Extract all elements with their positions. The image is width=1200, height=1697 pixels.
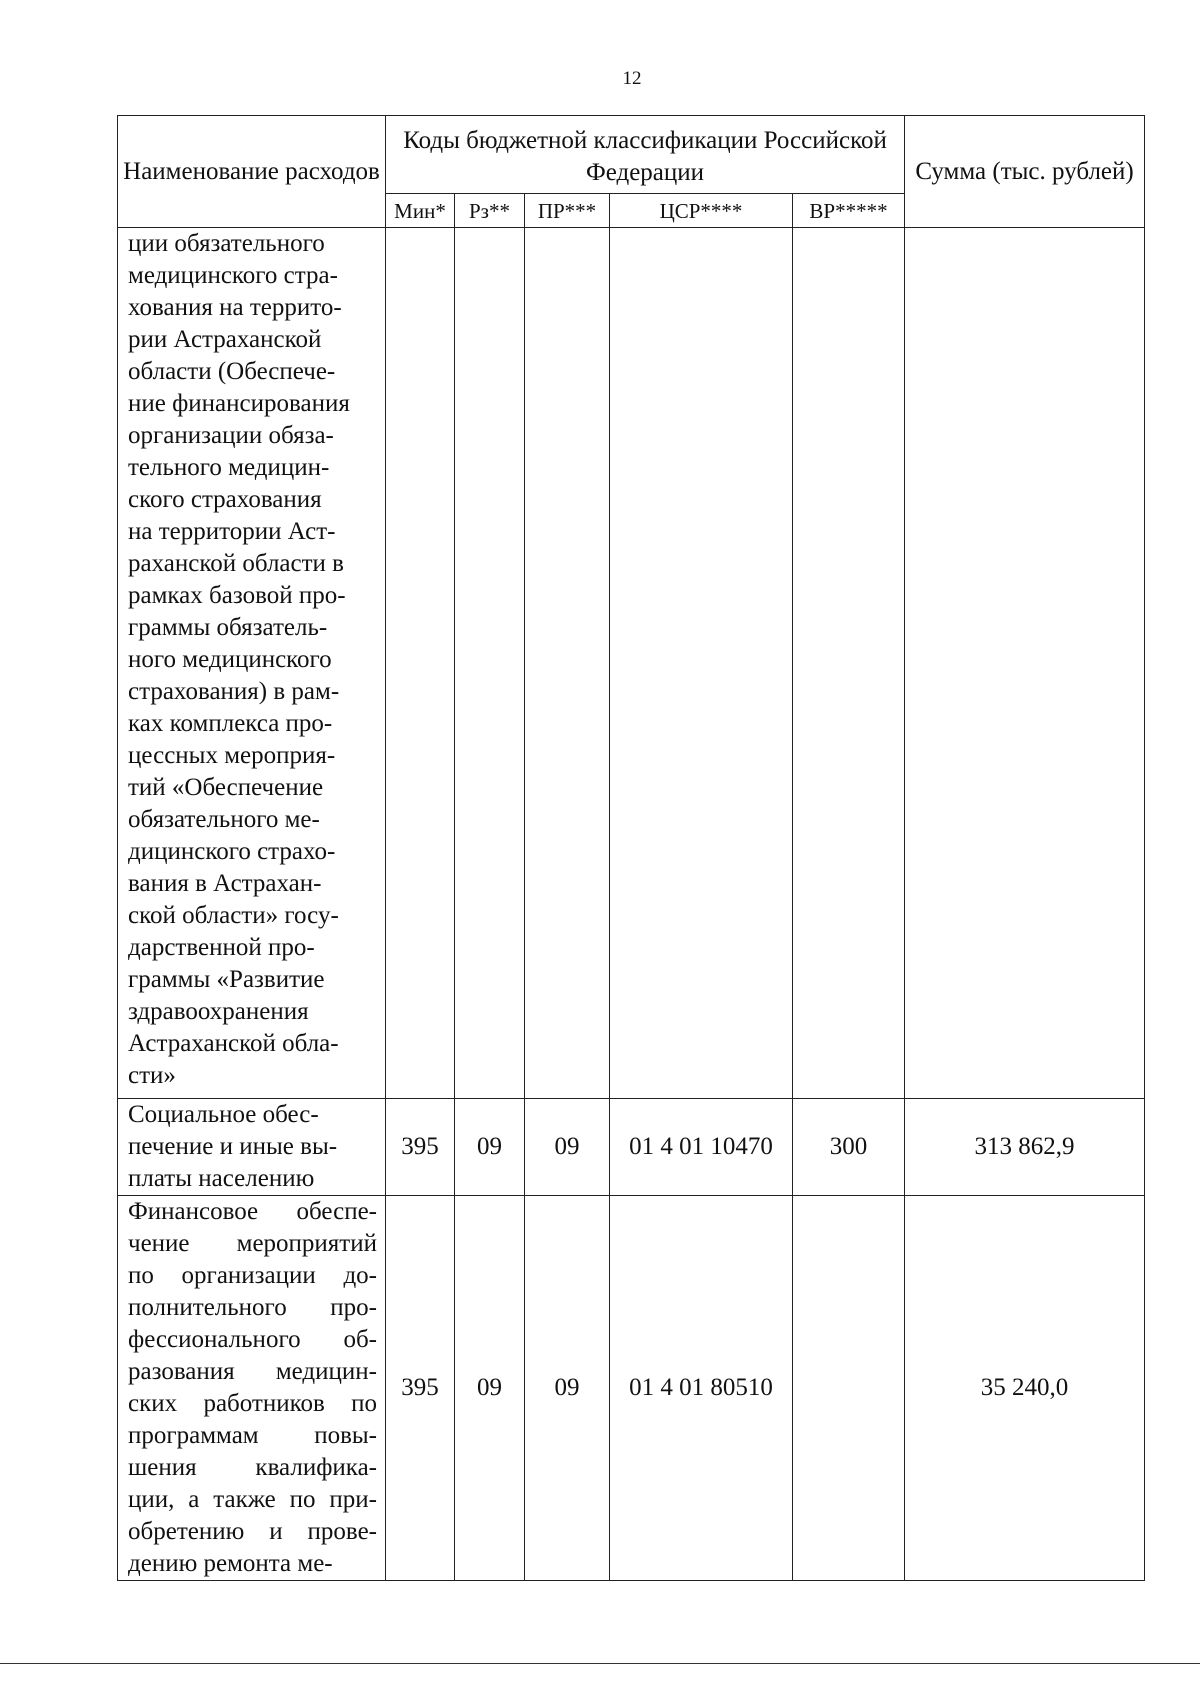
name-line: обязательного ме- [128,806,320,833]
row-sum: 35 240,0 [905,1196,1145,1581]
name-line: шения квалифика- [128,1454,377,1481]
page-bottom-rule [0,1663,1200,1664]
table-row [118,1196,1145,1581]
name-line: страхования) в рам- [128,678,340,705]
header-csr: ЦСР**** [610,194,793,228]
budget-table [117,115,1145,1581]
name-line: ного медицинского [128,646,332,673]
row-pr: 09 [525,1196,610,1581]
page-number: 12 [622,68,642,89]
name-line: рамках базовой про- [128,582,346,609]
row-name-cell [118,228,386,1099]
name-line: дицинского страхо- [128,838,336,865]
name-line: организации обяза- [128,422,334,449]
row-sum [905,228,1145,1099]
row-rz: 09 [455,1196,525,1581]
row-name-lines [128,1196,377,1580]
row-pr [525,228,610,1099]
name-line: ции обязательного [128,230,325,257]
row-sum: 313 862,9 [905,1099,1145,1196]
row-rz [455,228,525,1099]
header-vr: ВР***** [793,194,905,228]
name-line: программам повы- [128,1422,377,1449]
name-line: вания в Астрахан- [128,870,322,897]
name-line: ского страхования [128,486,322,513]
header-pr: ПР*** [525,194,610,228]
name-line: платы населению [128,1165,315,1192]
header-sum-column: Сумма (тыс. рублей) [905,116,1145,228]
row-name-cell [118,1196,386,1581]
name-line: Астраханской обла- [128,1030,339,1057]
name-line: на территории Аст- [128,518,336,545]
name-line: чение мероприятий [128,1230,377,1257]
name-line: хования на террито- [128,294,342,321]
name-line: раханской области в [128,550,344,577]
name-line: рии Астраханской [128,326,322,353]
name-line: ние финансирования [128,390,350,417]
row-rz: 09 [455,1099,525,1196]
name-line: ции, а также по при- [128,1486,377,1513]
name-line: по организации до- [128,1262,377,1289]
name-line: дению ремонта ме- [128,1550,333,1577]
name-line: ских работников по [128,1390,377,1417]
name-line: полнительного про- [128,1294,377,1321]
name-line: разования медицин- [128,1358,377,1385]
row-csr [610,228,793,1099]
header-codes-group: Коды бюджетной классификации Российской Федерации [386,116,905,194]
name-line: печение и иные вы- [128,1133,338,1160]
name-line: Финансовое обеспе- [128,1198,377,1225]
name-line: тий «Обеспечение [128,774,324,801]
row-min: 395 [386,1196,455,1581]
name-line: ской области» госу- [128,902,339,929]
row-min: 395 [386,1099,455,1196]
header-name-column: Наименование расходов [118,116,386,228]
name-line: медицинского стра- [128,262,338,289]
row-min [386,228,455,1099]
row-csr: 01 4 01 10470 [610,1099,793,1196]
name-line: области (Обеспече- [128,358,336,385]
row-name-lines [128,1099,377,1195]
row-vr: 300 [793,1099,905,1196]
table-row [118,1099,1145,1196]
table-row [118,228,1145,1099]
name-line: фессионального об- [128,1326,377,1353]
name-line: цессных мероприя- [128,742,336,769]
name-line: сти» [128,1062,176,1089]
row-csr: 01 4 01 80510 [610,1196,793,1581]
name-line: ках комплекса про- [128,710,333,737]
row-pr: 09 [525,1099,610,1196]
row-vr [793,1196,905,1581]
header-min: Мин* [386,194,455,228]
name-line: обретению и прове- [128,1518,377,1545]
row-vr [793,228,905,1099]
name-line: граммы обязатель- [128,614,328,641]
name-line: Социальное обес- [128,1101,319,1128]
name-line: здравоохранения [128,998,309,1025]
name-line: дарственной про- [128,934,315,961]
name-line: тельного медицин- [128,454,330,481]
row-name-cell [118,1099,386,1196]
row-name-lines [128,228,377,1092]
header-rz: Рз** [455,194,525,228]
name-line: граммы «Развитие [128,966,325,993]
